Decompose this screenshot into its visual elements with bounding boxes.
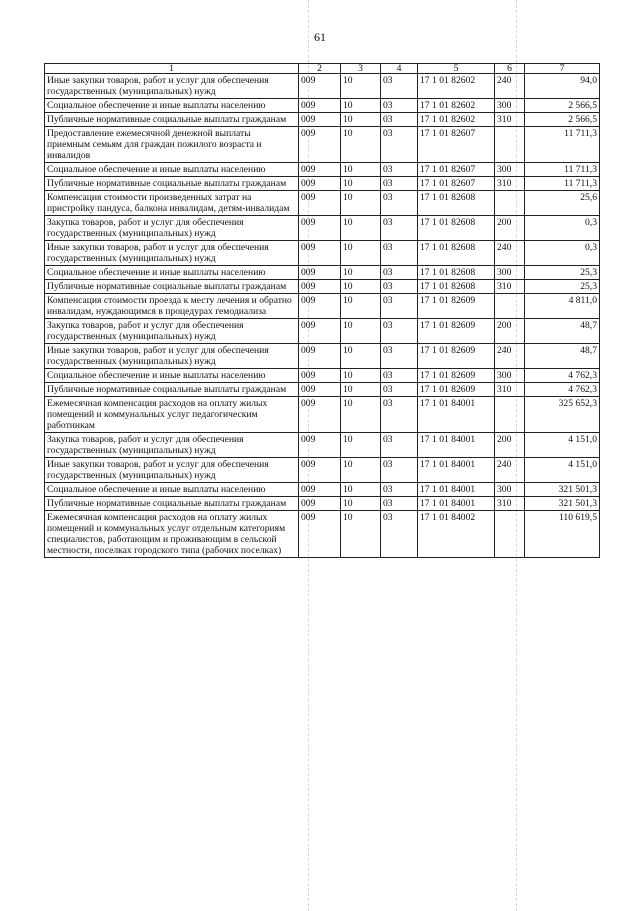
- row-target-article-cell: 17 1 01 84001: [418, 458, 495, 483]
- row-name-cell: Иные закупки товаров, работ и услуг для обеспечения государственных (муниципальных) нужд: [45, 344, 299, 369]
- row-subsection-cell: 03: [381, 163, 418, 177]
- table-row: [45, 497, 600, 511]
- row-name-cell: Публичные нормативные социальные выплаты гражданам: [45, 497, 299, 511]
- row-gr-code-cell: 009: [299, 497, 341, 511]
- row-section-cell: 10: [341, 397, 381, 433]
- row-name-cell: Компенсация стоимости проезда к месту лечения и обратно инвалидам, нуждающимся в процедурах гемодиализа: [45, 294, 299, 319]
- row-section-cell: 10: [341, 241, 381, 266]
- row-gr-code-cell: 009: [299, 99, 341, 113]
- row-name-cell: Публичные нормативные социальные выплаты гражданам: [45, 383, 299, 397]
- row-subsection-cell: 03: [381, 99, 418, 113]
- row-name-cell: Компенсация стоимости произведенных затрат на пристройку пандуса, балкона инвалидам, детям-инвалидам: [45, 191, 299, 216]
- row-gr-code-cell: 009: [299, 191, 341, 216]
- row-section-cell: 10: [341, 99, 381, 113]
- row-target-article-cell: 17 1 01 82602: [418, 113, 495, 127]
- row-sum-cell: 4 762,3: [525, 383, 600, 397]
- row-subsection-cell: 03: [381, 483, 418, 497]
- table-row: [45, 397, 600, 433]
- row-expense-type-cell: 240: [495, 241, 525, 266]
- row-subsection-cell: 03: [381, 113, 418, 127]
- row-target-article-cell: 17 1 01 82607: [418, 163, 495, 177]
- column-header: 5: [418, 64, 495, 74]
- table-row: [45, 113, 600, 127]
- row-target-article-cell: 17 1 01 82609: [418, 319, 495, 344]
- table-row: [45, 216, 600, 241]
- table-body: [45, 74, 600, 558]
- row-target-article-cell: 17 1 01 82608: [418, 266, 495, 280]
- table-row: [45, 266, 600, 280]
- row-expense-type-cell: 300: [495, 483, 525, 497]
- table-row: [45, 177, 600, 191]
- row-expense-type-cell: 300: [495, 266, 525, 280]
- row-gr-code-cell: 009: [299, 458, 341, 483]
- row-target-article-cell: 17 1 01 82609: [418, 344, 495, 369]
- row-sum-cell: 321 501,3: [525, 483, 600, 497]
- row-target-article-cell: 17 1 01 84001: [418, 483, 495, 497]
- row-expense-type-cell: 200: [495, 216, 525, 241]
- row-name-cell: Иные закупки товаров, работ и услуг для обеспечения государственных (муниципальных) нужд: [45, 458, 299, 483]
- row-gr-code-cell: 009: [299, 383, 341, 397]
- row-name-cell: Социальное обеспечение и иные выплаты населению: [45, 163, 299, 177]
- row-subsection-cell: 03: [381, 433, 418, 458]
- row-name-cell: Публичные нормативные социальные выплаты гражданам: [45, 177, 299, 191]
- table-row: [45, 319, 600, 344]
- table-header-row: [45, 64, 600, 74]
- table-row: [45, 369, 600, 383]
- row-gr-code-cell: 009: [299, 483, 341, 497]
- table-row: [45, 280, 600, 294]
- row-expense-type-cell: 240: [495, 344, 525, 369]
- row-sum-cell: 2 566,5: [525, 113, 600, 127]
- row-target-article-cell: 17 1 01 84002: [418, 511, 495, 558]
- table-row: [45, 383, 600, 397]
- row-gr-code-cell: 009: [299, 344, 341, 369]
- row-section-cell: 10: [341, 216, 381, 241]
- table-row: [45, 433, 600, 458]
- row-section-cell: 10: [341, 280, 381, 294]
- row-subsection-cell: 03: [381, 127, 418, 163]
- column-header: 1: [45, 64, 299, 74]
- row-name-cell: Социальное обеспечение и иные выплаты населению: [45, 266, 299, 280]
- row-name-cell: Ежемесячная компенсация расходов на оплату жилых помещений и коммунальных услуг педагогическим работникам: [45, 397, 299, 433]
- row-subsection-cell: 03: [381, 497, 418, 511]
- row-sum-cell: 48,7: [525, 319, 600, 344]
- row-target-article-cell: 17 1 01 84001: [418, 397, 495, 433]
- column-header: 2: [299, 64, 341, 74]
- row-expense-type-cell: [495, 397, 525, 433]
- row-section-cell: 10: [341, 113, 381, 127]
- table-row: [45, 483, 600, 497]
- row-section-cell: 10: [341, 383, 381, 397]
- row-expense-type-cell: 200: [495, 433, 525, 458]
- row-name-cell: Иные закупки товаров, работ и услуг для обеспечения государственных (муниципальных) нужд: [45, 74, 299, 99]
- row-gr-code-cell: 009: [299, 216, 341, 241]
- column-header: 4: [381, 64, 418, 74]
- row-name-cell: Публичные нормативные социальные выплаты гражданам: [45, 280, 299, 294]
- row-gr-code-cell: 009: [299, 266, 341, 280]
- row-expense-type-cell: 240: [495, 458, 525, 483]
- table-row: [45, 74, 600, 99]
- row-section-cell: 10: [341, 127, 381, 163]
- row-target-article-cell: 17 1 01 82607: [418, 127, 495, 163]
- row-sum-cell: 48,7: [525, 344, 600, 369]
- row-sum-cell: 25,3: [525, 266, 600, 280]
- table-row: [45, 191, 600, 216]
- column-header: 7: [525, 64, 600, 74]
- row-target-article-cell: 17 1 01 82602: [418, 74, 495, 99]
- row-gr-code-cell: 009: [299, 397, 341, 433]
- row-section-cell: 10: [341, 266, 381, 280]
- row-name-cell: Закупка товаров, работ и услуг для обеспечения государственных (муниципальных) нужд: [45, 216, 299, 241]
- table-row: [45, 241, 600, 266]
- row-expense-type-cell: 310: [495, 280, 525, 294]
- row-sum-cell: 11 711,3: [525, 163, 600, 177]
- row-sum-cell: 2 566,5: [525, 99, 600, 113]
- row-subsection-cell: 03: [381, 319, 418, 344]
- row-sum-cell: 0,3: [525, 241, 600, 266]
- row-sum-cell: 110 619,5: [525, 511, 600, 558]
- row-target-article-cell: 17 1 01 82608: [418, 191, 495, 216]
- row-subsection-cell: 03: [381, 191, 418, 216]
- row-name-cell: Социальное обеспечение и иные выплаты населению: [45, 99, 299, 113]
- row-subsection-cell: 03: [381, 177, 418, 191]
- row-target-article-cell: 17 1 01 82609: [418, 294, 495, 319]
- row-sum-cell: 94,0: [525, 74, 600, 99]
- row-subsection-cell: 03: [381, 216, 418, 241]
- row-section-cell: 10: [341, 163, 381, 177]
- row-section-cell: 10: [341, 344, 381, 369]
- row-target-article-cell: 17 1 01 82607: [418, 177, 495, 191]
- row-target-article-cell: 17 1 01 82609: [418, 369, 495, 383]
- table-row: [45, 458, 600, 483]
- table-row: [45, 99, 600, 113]
- row-expense-type-cell: 300: [495, 369, 525, 383]
- table-row: [45, 163, 600, 177]
- page-number: 61: [314, 30, 326, 44]
- table-row: [45, 344, 600, 369]
- row-gr-code-cell: 009: [299, 127, 341, 163]
- row-name-cell: Иные закупки товаров, работ и услуг для обеспечения государственных (муниципальных) нужд: [45, 241, 299, 266]
- column-header: 6: [495, 64, 525, 74]
- row-expense-type-cell: 300: [495, 99, 525, 113]
- row-gr-code-cell: 009: [299, 113, 341, 127]
- row-sum-cell: 325 652,3: [525, 397, 600, 433]
- table-row: [45, 511, 600, 558]
- row-name-cell: Закупка товаров, работ и услуг для обеспечения государственных (муниципальных) нужд: [45, 433, 299, 458]
- row-section-cell: 10: [341, 433, 381, 458]
- row-gr-code-cell: 009: [299, 241, 341, 266]
- row-subsection-cell: 03: [381, 369, 418, 383]
- row-name-cell: Публичные нормативные социальные выплаты гражданам: [45, 113, 299, 127]
- row-sum-cell: 11 711,3: [525, 177, 600, 191]
- row-name-cell: Закупка товаров, работ и услуг для обеспечения государственных (муниципальных) нужд: [45, 319, 299, 344]
- row-subsection-cell: 03: [381, 280, 418, 294]
- row-name-cell: Социальное обеспечение и иные выплаты населению: [45, 483, 299, 497]
- row-expense-type-cell: [495, 511, 525, 558]
- row-sum-cell: 321 501,3: [525, 497, 600, 511]
- row-expense-type-cell: 200: [495, 319, 525, 344]
- row-sum-cell: 25,3: [525, 280, 600, 294]
- row-target-article-cell: 17 1 01 82608: [418, 280, 495, 294]
- row-gr-code-cell: 009: [299, 369, 341, 383]
- row-section-cell: 10: [341, 483, 381, 497]
- row-expense-type-cell: [495, 294, 525, 319]
- row-gr-code-cell: 009: [299, 280, 341, 294]
- row-gr-code-cell: 009: [299, 511, 341, 558]
- row-name-cell: Ежемесячная компенсация расходов на оплату жилых помещений и коммунальных услуг отдельным категориям специалистов, работающим и проживающим в сельской местности, поселках городского типа (рабочих поселках): [45, 511, 299, 558]
- row-target-article-cell: 17 1 01 82602: [418, 99, 495, 113]
- row-subsection-cell: 03: [381, 266, 418, 280]
- row-subsection-cell: 03: [381, 458, 418, 483]
- budget-table: [44, 63, 600, 558]
- row-section-cell: 10: [341, 294, 381, 319]
- row-subsection-cell: 03: [381, 344, 418, 369]
- row-sum-cell: 11 711,3: [525, 127, 600, 163]
- row-expense-type-cell: 310: [495, 497, 525, 511]
- column-header: 3: [341, 64, 381, 74]
- row-sum-cell: 4 811,0: [525, 294, 600, 319]
- row-section-cell: 10: [341, 497, 381, 511]
- row-name-cell: Социальное обеспечение и иные выплаты населению: [45, 369, 299, 383]
- row-expense-type-cell: 310: [495, 177, 525, 191]
- row-target-article-cell: 17 1 01 82609: [418, 383, 495, 397]
- row-subsection-cell: 03: [381, 383, 418, 397]
- row-subsection-cell: 03: [381, 294, 418, 319]
- row-subsection-cell: 03: [381, 241, 418, 266]
- row-sum-cell: 4 762,3: [525, 369, 600, 383]
- row-sum-cell: 4 151,0: [525, 433, 600, 458]
- row-section-cell: 10: [341, 177, 381, 191]
- row-expense-type-cell: 310: [495, 113, 525, 127]
- row-name-cell: Предоставление ежемесячной денежной выплаты приемным семьям для граждан пожилого возраста и инвалидов: [45, 127, 299, 163]
- row-gr-code-cell: 009: [299, 74, 341, 99]
- table-row: [45, 294, 600, 319]
- row-gr-code-cell: 009: [299, 163, 341, 177]
- row-target-article-cell: 17 1 01 82608: [418, 241, 495, 266]
- row-expense-type-cell: 310: [495, 383, 525, 397]
- row-target-article-cell: 17 1 01 84001: [418, 497, 495, 511]
- row-gr-code-cell: 009: [299, 319, 341, 344]
- row-sum-cell: 4 151,0: [525, 458, 600, 483]
- row-expense-type-cell: 300: [495, 163, 525, 177]
- row-section-cell: 10: [341, 458, 381, 483]
- row-subsection-cell: 03: [381, 511, 418, 558]
- row-gr-code-cell: 009: [299, 294, 341, 319]
- row-expense-type-cell: 240: [495, 74, 525, 99]
- row-target-article-cell: 17 1 01 84001: [418, 433, 495, 458]
- row-subsection-cell: 03: [381, 397, 418, 433]
- row-gr-code-cell: 009: [299, 433, 341, 458]
- row-sum-cell: 25,6: [525, 191, 600, 216]
- table-row: [45, 127, 600, 163]
- row-gr-code-cell: 009: [299, 177, 341, 191]
- row-section-cell: 10: [341, 74, 381, 99]
- row-section-cell: 10: [341, 511, 381, 558]
- row-expense-type-cell: [495, 127, 525, 163]
- row-section-cell: 10: [341, 319, 381, 344]
- row-expense-type-cell: [495, 191, 525, 216]
- row-subsection-cell: 03: [381, 74, 418, 99]
- row-sum-cell: 0,3: [525, 216, 600, 241]
- row-section-cell: 10: [341, 369, 381, 383]
- row-target-article-cell: 17 1 01 82608: [418, 216, 495, 241]
- row-section-cell: 10: [341, 191, 381, 216]
